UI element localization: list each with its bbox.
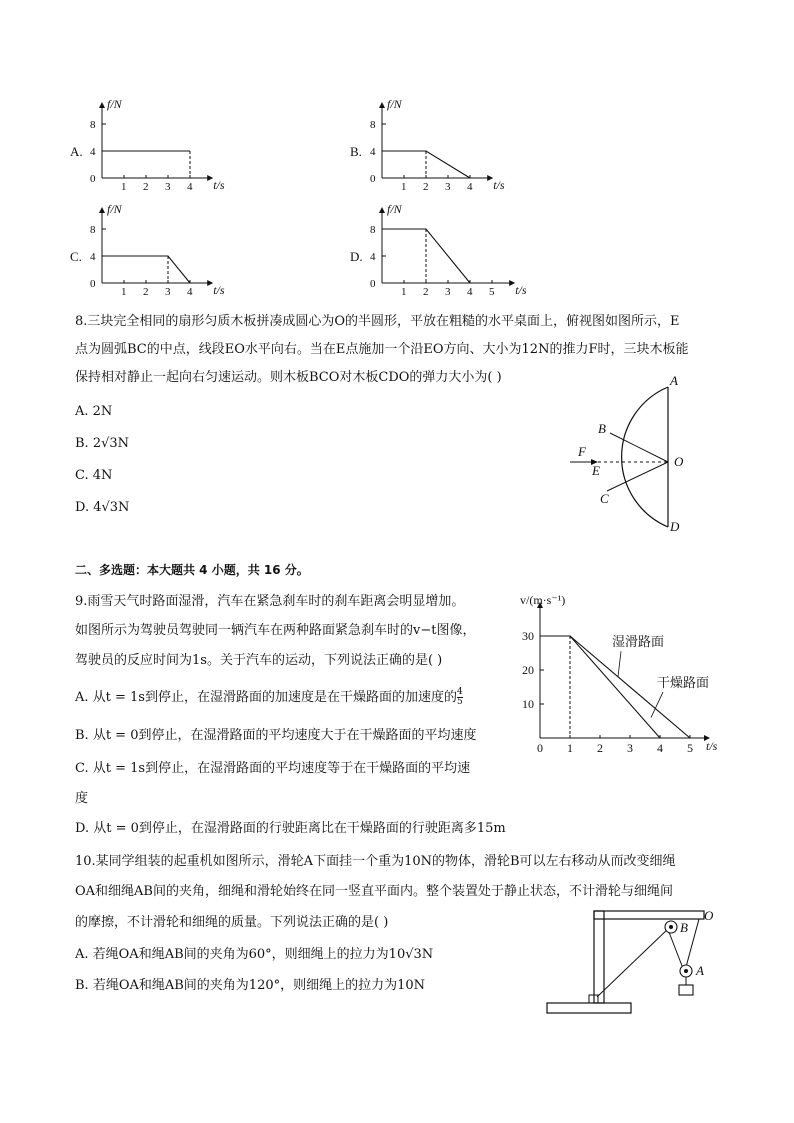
q10-line3: 的摩擦，不计滑轮和细绳的质量。下列说法正确的是( ) — [75, 915, 389, 930]
crane-boom — [594, 911, 704, 919]
y-tick-label: 4 — [90, 146, 96, 158]
x-tick-label: 3 — [627, 741, 633, 755]
x-tick-label: 1 — [401, 181, 407, 193]
x-tick-label: 1 — [121, 181, 127, 193]
series-label-wet: 湿滑路面 — [612, 634, 665, 650]
x-tick-label: 4 — [657, 741, 663, 755]
x-tick-label: 2 — [143, 286, 149, 298]
y-axis-label: f/N — [107, 202, 122, 216]
leader-line — [618, 651, 621, 677]
x-tick-label: 2 — [423, 286, 429, 298]
series-line-dry — [540, 636, 660, 738]
x-axis-label: t/s — [493, 178, 505, 192]
q9-option-b: B. 从t = 0到停止，在湿滑路面的平均速度大于在干燥路面的平均速度 — [75, 728, 477, 743]
q9-option-c-line1: C. 从t = 1s到停止，在湿滑路面的平均速度等于在干燥路面的平均速 — [75, 761, 471, 776]
q8-line3: 保持相对静止一起向右匀速运动。则木板BCO对木板CDO的弹力大小为( ) — [75, 370, 502, 385]
y-tick-label: 20 — [522, 663, 534, 677]
x-tick-label: 2 — [597, 741, 603, 755]
label-o: O — [704, 908, 714, 923]
y-tick-label: 8 — [90, 119, 96, 131]
x-tick-label: 4 — [187, 286, 193, 298]
vt-chart — [510, 590, 740, 760]
y-axis-arrow — [379, 207, 385, 213]
y-tick-label: 4 — [370, 251, 376, 263]
x-tick-label: 3 — [445, 181, 451, 193]
label-a: A — [670, 373, 678, 388]
q10-option-a: A. 若绳OA和绳AB间的夹角为60°，则细绳上的拉力为10√3N — [75, 947, 434, 962]
y-axis-arrow — [99, 102, 105, 108]
q8-option-d: D. 4√3N — [75, 500, 130, 515]
x-tick-label: 3 — [165, 286, 171, 298]
x-tick-label: 3 — [445, 286, 451, 298]
x-tick-label: 4 — [467, 181, 473, 193]
y-axis-arrow — [99, 207, 105, 213]
q9-option-d: D. 从t = 0到停止，在湿滑路面的行驶距离比在干燥路面的行驶距离多15m — [75, 821, 506, 836]
option-label: D. — [350, 249, 363, 264]
y-tick-label: 10 — [522, 697, 534, 711]
crane-base — [547, 1003, 631, 1013]
q10-line2: OA和细绳AB间的夹角，细绳和滑轮始终在同一竖直平面内。整个装置处于静止状态，不计滑轮与细绳间 — [75, 884, 673, 899]
q9-option-c-line2: 度 — [75, 791, 89, 806]
y-axis-label: f/N — [387, 202, 402, 216]
y-tick-label: 4 — [370, 146, 376, 158]
q8-line1: 8.三块完全相同的扇形匀质木板拼凑成圆心为O的半圆形，平放在粗糙的水平桌面上，俯视图如图所示，E — [75, 314, 680, 329]
y-axis-label: f/N — [387, 97, 402, 111]
x-axis-label: t/s — [515, 283, 527, 297]
x-tick-label: 1 — [401, 286, 407, 298]
label-o: O — [674, 454, 684, 469]
graph-a — [68, 98, 238, 194]
graph-d — [348, 202, 527, 299]
q9-line3: 驾驶员的反应时间为1s。关于汽车的运动，下列说法正确的是( ) — [75, 653, 443, 668]
q8-option-a: A. 2N — [75, 404, 113, 419]
y-tick-label: 0 — [370, 173, 376, 185]
section-heading: 二、多选题：本大题共 4 小题，共 16 分。 — [75, 563, 309, 577]
y-tick-label: 0 — [90, 278, 96, 290]
x-tick-label: 5 — [489, 286, 495, 298]
label-b: B — [680, 920, 688, 935]
q8-line2: 点为圆弧BC的中点，线段EO水平向右。当在E点施加一个沿EO方向、大小为12N的推力F时，三块木板能 — [75, 342, 689, 357]
fraction: $\frac{4}{5}$ — [456, 687, 463, 707]
x-tick-label: 4 — [467, 286, 473, 298]
y-tick-label: 4 — [90, 251, 96, 263]
y-tick-label: 8 — [370, 224, 376, 236]
q10-line1: 10.某同学组装的起重机如图所示，滑轮A下面挂一个重为10N的物体，滑轮B可以左右移动从而改变细绳 — [75, 854, 676, 869]
x-axis-label: t/s — [213, 178, 225, 192]
x-tick-label: 0 — [537, 741, 543, 755]
rope-ab-diagonal — [597, 927, 670, 997]
option-label: C. — [70, 249, 82, 264]
graph-c — [68, 203, 238, 299]
option-label: B. — [350, 144, 362, 159]
y-tick-label: 0 — [370, 278, 376, 290]
label-b: B — [598, 421, 606, 436]
semicircle-arc — [622, 387, 668, 527]
crane-figure — [545, 905, 725, 1017]
label-a: A — [696, 963, 704, 978]
graph-b — [348, 98, 518, 194]
q9-option-a-text: A. 从t = 1s到停止，在湿滑路面的加速度是在干燥路面的加速度的 — [75, 690, 457, 705]
y-tick-label: 0 — [90, 173, 96, 185]
x-tick-label: 5 — [687, 741, 693, 755]
q9-line1: 9.雨雪天气时路面湿滑，汽车在紧急刹车时的刹车距离会明显增加。 — [75, 594, 465, 609]
series-label-dry: 干燥路面 — [657, 675, 710, 690]
q9-option-a — [75, 688, 463, 707]
friction-line — [102, 256, 190, 283]
label-d: D — [670, 519, 680, 534]
option-label: A. — [70, 144, 83, 159]
label-f: F — [578, 444, 586, 459]
y-axis-label: f/N — [107, 97, 122, 111]
x-tick-label: 3 — [165, 181, 171, 193]
label-e: E — [592, 463, 600, 478]
y-tick-label: 8 — [370, 119, 376, 131]
y-tick-label: 30 — [522, 629, 534, 643]
q10-option-b: B. 若绳OA和绳AB间的夹角为120°，则细绳上的拉力为10N — [75, 978, 426, 993]
label-c: C — [600, 491, 609, 506]
q8-semicircle-figure — [560, 375, 700, 535]
hanging-weight — [679, 985, 693, 995]
y-axis-arrow — [379, 102, 385, 108]
crane-post — [594, 911, 604, 1003]
x-tick-label: 2 — [423, 181, 429, 193]
q9-line2: 如图所示为驾驶员驾驶同一辆汽车在两种路面紧急刹车时的v−t图像， — [75, 623, 476, 638]
x-axis-label: t/s — [706, 739, 718, 753]
x-tick-label: 2 — [143, 181, 149, 193]
x-tick-label: 1 — [567, 741, 573, 755]
radius-oc — [607, 462, 668, 491]
x-axis-label: t/s — [213, 283, 225, 297]
x-tick-label: 1 — [121, 286, 127, 298]
x-tick-label: 4 — [187, 181, 193, 193]
y-tick-label: 8 — [90, 224, 96, 236]
y-axis-label: v/(m·s⁻¹) — [520, 593, 566, 607]
q8-option-c: C. 4N — [75, 468, 113, 483]
radius-ob — [610, 433, 668, 462]
q8-option-b: B. 2√3N — [75, 436, 130, 451]
